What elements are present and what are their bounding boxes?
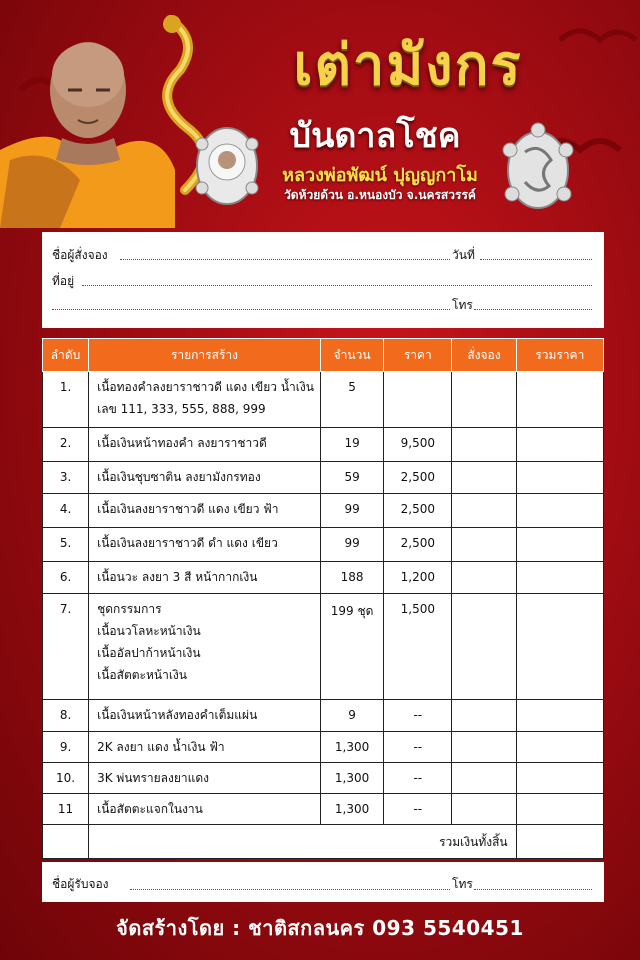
row-no: 3. bbox=[43, 462, 89, 494]
row-qty: 19 bbox=[320, 428, 383, 462]
item-line: เนื้อสัตตะหน้าเงิน bbox=[97, 668, 187, 682]
header-qty: จำนวน bbox=[320, 339, 383, 372]
row-sum-cell[interactable] bbox=[516, 494, 603, 528]
receiver-phone-label: โทร bbox=[452, 877, 473, 891]
item-line: เนื้อนวโลหะหน้าเงิน bbox=[97, 624, 201, 638]
row-sum-cell[interactable] bbox=[516, 428, 603, 462]
header-order: สั่งจอง bbox=[452, 339, 516, 372]
item-line: เนื้อเงินหน้าทองคำ ลงยาราชาวดี bbox=[97, 436, 267, 450]
row-price: -- bbox=[384, 732, 452, 763]
header-total: รวมราคา bbox=[516, 339, 603, 372]
row-order-cell[interactable] bbox=[452, 700, 516, 732]
row-item bbox=[89, 528, 321, 562]
row-no: 4. bbox=[43, 494, 89, 528]
header-banner bbox=[0, 0, 640, 228]
table-row bbox=[43, 494, 604, 528]
item-line: ชุดกรรมการ bbox=[97, 602, 162, 616]
row-item bbox=[89, 594, 321, 700]
row-price: -- bbox=[384, 763, 452, 794]
row-price: 2,500 bbox=[384, 462, 452, 494]
item-line: เนื้อเงินลงยาราชาวดี แดง เขียว ฟ้า bbox=[97, 502, 279, 516]
item-line: เนื้อเงินหน้าหลังทองคำเต็มแผ่น bbox=[97, 708, 258, 722]
page-title: เต่ามังกร bbox=[293, 32, 523, 98]
row-sum-cell[interactable] bbox=[516, 700, 603, 732]
receiver-label: ชื่อผู้รับจอง bbox=[52, 877, 109, 891]
row-qty: 59 bbox=[320, 462, 383, 494]
orderer-label: ชื่อผู้สั่งจอง bbox=[52, 248, 108, 262]
header-price: ราคา bbox=[384, 339, 452, 372]
table-row bbox=[43, 562, 604, 594]
date-label: วันที่ bbox=[452, 248, 475, 262]
receiver-phone-field[interactable] bbox=[474, 889, 592, 890]
address-field-line2[interactable] bbox=[52, 309, 450, 310]
row-qty: 1,300 bbox=[320, 763, 383, 794]
total-row bbox=[43, 825, 604, 859]
table-row bbox=[43, 428, 604, 462]
row-sum-cell[interactable] bbox=[516, 594, 603, 700]
temple-name: วัดห้วยด้วน อ.หนองบัว จ.นครสวรรค์ bbox=[284, 188, 476, 202]
row-qty: 1,300 bbox=[320, 732, 383, 763]
row-sum-cell[interactable] bbox=[516, 794, 603, 825]
amulet-front-image bbox=[192, 122, 262, 210]
total-amount-cell[interactable] bbox=[516, 825, 603, 859]
row-item bbox=[89, 462, 321, 494]
item-line: เนื้อเงินชุบซาติน ลงยามังกรทอง bbox=[97, 470, 261, 484]
row-item bbox=[89, 372, 321, 428]
row-item bbox=[89, 562, 321, 594]
row-sum-cell[interactable] bbox=[516, 562, 603, 594]
row-item bbox=[89, 794, 321, 825]
item-line: เนื้อทองคำลงยาราชาวดี แดง เขียว น้ำเงิน bbox=[97, 380, 314, 394]
orderer-field[interactable] bbox=[120, 259, 450, 260]
item-line: 3K พ่นทรายลงยาแดง bbox=[97, 771, 210, 785]
header-item: รายการสร้าง bbox=[89, 339, 321, 372]
item-line: เลข 111, 333, 555, 888, 999 bbox=[97, 402, 266, 416]
row-order-cell[interactable] bbox=[452, 794, 516, 825]
receiver-info-form bbox=[42, 862, 604, 902]
row-price: 1,500 bbox=[384, 594, 452, 700]
table-row bbox=[43, 700, 604, 732]
row-qty: 99 bbox=[320, 528, 383, 562]
row-qty: 199 ชุด bbox=[320, 594, 383, 700]
items-table bbox=[42, 338, 604, 859]
item-line: 2K ลงยา แดง น้ำเงิน ฟ้า bbox=[97, 740, 225, 754]
row-item bbox=[89, 732, 321, 763]
table-header-row bbox=[43, 339, 604, 372]
row-qty: 1,300 bbox=[320, 794, 383, 825]
row-no: 2. bbox=[43, 428, 89, 462]
row-sum-cell[interactable] bbox=[516, 732, 603, 763]
row-no: 7. bbox=[43, 594, 89, 700]
footer-credit: จัดสร้างโดย : ชาติสกลนคร 093 5540451 bbox=[116, 916, 524, 940]
table-row bbox=[43, 462, 604, 494]
table-row bbox=[43, 763, 604, 794]
row-sum-cell[interactable] bbox=[516, 462, 603, 494]
row-qty: 188 bbox=[320, 562, 383, 594]
row-order-cell[interactable] bbox=[452, 562, 516, 594]
total-empty-cell bbox=[43, 825, 89, 859]
item-line: เนื้อนวะ ลงยา 3 สี หน้ากากเงิน bbox=[97, 570, 258, 584]
row-price: -- bbox=[384, 794, 452, 825]
amulet-back-image bbox=[500, 122, 576, 214]
phone-label: โทร bbox=[452, 298, 473, 312]
table-row bbox=[43, 372, 604, 428]
row-no: 6. bbox=[43, 562, 89, 594]
row-order-cell[interactable] bbox=[452, 372, 516, 428]
address-field[interactable] bbox=[82, 285, 592, 286]
page-subtitle: บันดาลโชค bbox=[289, 116, 461, 156]
row-no: 10. bbox=[43, 763, 89, 794]
receiver-field[interactable] bbox=[130, 889, 450, 890]
address-label: ที่อยู่ bbox=[52, 274, 75, 288]
table-row bbox=[43, 794, 604, 825]
header-no: ลำดับ bbox=[43, 339, 89, 372]
item-line: เนื้อเงินลงยาราชาวดี ดำ แดง เขียว bbox=[97, 536, 278, 550]
row-price: 2,500 bbox=[384, 494, 452, 528]
row-order-cell[interactable] bbox=[452, 428, 516, 462]
item-line: เนื้ออัลปาก้าหน้าเงิน bbox=[97, 646, 201, 660]
row-price: 1,200 bbox=[384, 562, 452, 594]
row-qty: 9 bbox=[320, 700, 383, 732]
row-no: 8. bbox=[43, 700, 89, 732]
row-qty: 99 bbox=[320, 494, 383, 528]
row-item bbox=[89, 763, 321, 794]
row-price: 9,500 bbox=[384, 428, 452, 462]
row-price: 2,500 bbox=[384, 528, 452, 562]
row-price: -- bbox=[384, 700, 452, 732]
row-item bbox=[89, 494, 321, 528]
row-no: 9. bbox=[43, 732, 89, 763]
row-order-cell[interactable] bbox=[452, 494, 516, 528]
row-order-cell[interactable] bbox=[452, 462, 516, 494]
row-price bbox=[384, 372, 452, 428]
date-field[interactable] bbox=[480, 259, 592, 260]
phone-field[interactable] bbox=[474, 309, 592, 310]
row-sum-cell[interactable] bbox=[516, 763, 603, 794]
row-order-cell[interactable] bbox=[452, 763, 516, 794]
row-qty: 5 bbox=[320, 372, 383, 428]
row-no: 11 bbox=[43, 794, 89, 825]
row-item bbox=[89, 428, 321, 462]
row-order-cell[interactable] bbox=[452, 528, 516, 562]
item-line: เนื้อสัตตะแจกในงาน bbox=[97, 802, 203, 816]
monk-name: หลวงพ่อพัฒน์ ปุญญกาโม bbox=[282, 165, 478, 186]
row-sum-cell[interactable] bbox=[516, 528, 603, 562]
row-order-cell[interactable] bbox=[452, 594, 516, 700]
table-row bbox=[43, 732, 604, 763]
row-no: 1. bbox=[43, 372, 89, 428]
row-sum-cell[interactable] bbox=[516, 372, 603, 428]
row-no: 5. bbox=[43, 528, 89, 562]
row-order-cell[interactable] bbox=[452, 732, 516, 763]
customer-info-form bbox=[42, 232, 604, 328]
row-item bbox=[89, 700, 321, 732]
table-row bbox=[43, 528, 604, 562]
total-label: รวมเงินทั้งสิ้น bbox=[89, 825, 517, 859]
table-row bbox=[43, 594, 604, 700]
